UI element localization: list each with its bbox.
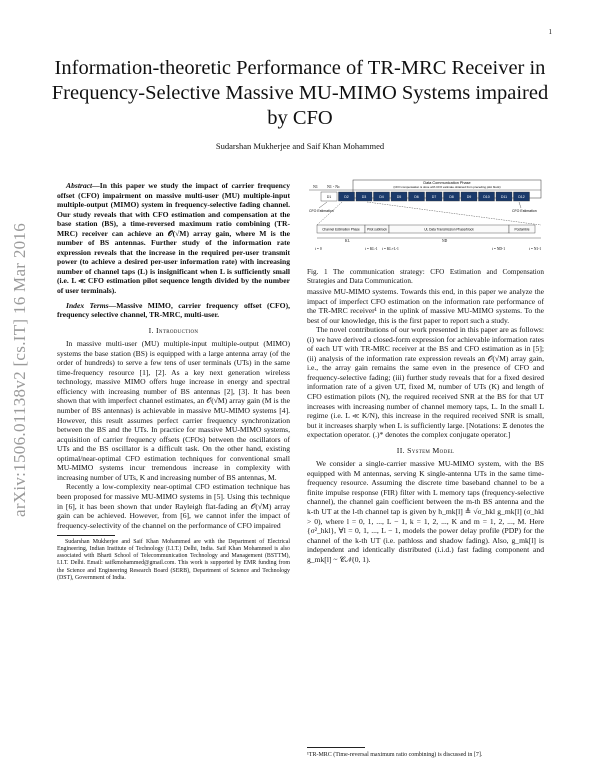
index-terms-text: —Massive MIMO, carrier frequency offset (CFO), frequency selective channel, TR-MRC, multi-user.: [57, 300, 291, 320]
slot-label: D9: [466, 195, 472, 199]
author-footnote: Sudarshan Mukherjee and Saif Khan Mohammed are with the Department of Electrical Engineering, Indian Institute of Technology (I.I.T.) Delhi, India. Saif Khan Mohammed is also associated with Bharti School of Telecommunication Technology and Management (BSTTM), I.I.T. Delhi. Email: saifkmohammed@gmail.com. This work is supported by EMR funding from the Science and Engineering Research Board (SERB), Department of Science and Technology (DST), Government of India.: [57, 539, 290, 581]
bottom-block-label: Channel Estimation Phase: [322, 227, 360, 232]
index-terms-label: Index Terms: [66, 300, 109, 310]
right-footnote-rule: [307, 747, 365, 748]
slot-label: D11: [500, 195, 508, 199]
bottom-marks-row: [315, 238, 541, 251]
slot-label: D6: [414, 195, 419, 199]
slot-label: D3: [361, 195, 367, 199]
zoom-line-right: [367, 202, 541, 225]
n1-label: N1: [313, 184, 318, 189]
cfo-estimation-left-label: CFO Estimation: [309, 209, 334, 213]
arxiv-stamp-text: arXiv:1506.01138v2 [cs.IT] 16 Mar 2016: [10, 222, 29, 518]
data-phase-sublabel: (CFO compensation is done with CFO estimate obtained from preceding pilot block): [393, 185, 501, 189]
page-number: 1: [548, 28, 552, 36]
time-mark: t = KL-1: [365, 247, 378, 251]
left-column: [57, 181, 290, 582]
communication-strategy-figure: [307, 176, 544, 276]
time-mark: t = 0: [315, 247, 322, 251]
intro-paragraph-2: Recently a low-complexity near-optimal CFO estimation technique has been proposed for massive MU-MIMO systems in [5]. Using this technique in [6], it has been shown that under Rayleigh flat-fading an 𝒪(√M) array gain can be achieved. However, from [6], we cannot infer the impact of frequency-selectivity of the channel on the performance of CFO impaired: [57, 482, 290, 530]
intro-paragraph-1: In massive multi-user (MU) multiple-input multiple-output (MIMO) systems the base station (BS) is equipped with a large antenna array (of the order of hundreds) to serve a few tens of user terminals (UTs) in the same time-frequency resource [1], [2]. As a key next generation wireless technology, massive MIMO offers huge increase in energy and spectral efficiency with increasing number of BS antennas [2], [3]. It has been shown that with imperfect channel estimates, an 𝒪(√M) array gain (M is the number of BS antennas) is achievable in massive MU-MIMO systems [4]. However, this result assumes perfect carrier frequency synchronization between the BS and the UTs. In practice for massive MU-MIMO systems, acquisition of carrier frequency offsets (CFOs) between the oscillators of UTs and the BS oscillator is a difficult task. On the other hand, existing optimal/near-optimal CFO estimation techniques for conventional small MU-MIMO systems incur tremendous increase in complexity with increasing number of UTs, K and increasing number of BS antennas, M.: [57, 339, 290, 482]
zoom-line-left: [317, 202, 342, 225]
cfo-left-pointer: [319, 202, 327, 208]
cfo-estimation-right-label: CFO Estimation: [512, 209, 537, 213]
data-phase-label: Data Communication Phase: [423, 181, 471, 185]
right-footnote: ¹TR-MRC (Time-reversal maximum ratio combining) is discussed in [7].: [307, 752, 483, 758]
abstract: [57, 181, 290, 296]
time-mark: ND: [442, 239, 448, 243]
right-paragraph-0: massive MU-MIMO systems. Towards this end, in this paper we analyze the impact of imperfect CFO estimation on the information rate performance of the TR-MRC receiver¹ in the uplink of massive MU-MIMO systems. To the best of our knowledge, this is the first paper to report such a study.: [307, 287, 544, 325]
n1-nc-label: N1 - Nc: [327, 184, 340, 189]
footnote-rule: [57, 535, 115, 536]
slot-label: D1: [326, 195, 332, 199]
time-mark: t = N1-1: [529, 247, 542, 251]
section-introduction-heading: I. Introduction: [148, 325, 199, 335]
time-mark: t = KL+L-1: [382, 247, 399, 251]
slot-label: D12: [518, 195, 525, 199]
abstract-label: Abstract: [66, 181, 93, 190]
cfo-right-pointer: [519, 202, 521, 208]
right-paragraph-1: The novel contributions of our work presented in this paper are as follows: (i) we have derived a closed-form expression for achievable information rates of each UT with TR-MRC receiver at the BS and CFO estimation as in [5]; (ii) analysis of the information rate expression reveals an 𝒪(√M) array gain, i.e., the array gain remains the same even in the presence of CFO and frequency-selective fading; (iii) further study reveals that for a fixed desired information rate of a given UT, fixed M, number of UTs (K) and length of CFO estimation pilots (N), the required received SNR at the BS for that UT increases with increasing number of channel memory taps, L. In the small L regime (i.e. L ≪ K/N), this increase in the required received SNR is small, but it increases sharply when L is sufficiently large. [Notations: 𝔼 denotes the expectation operator. (.)* denotes the complex conjugate operator.]: [307, 325, 544, 440]
slot-label: D4: [379, 195, 384, 199]
slot-label: D5: [396, 195, 402, 199]
index-terms: [57, 301, 290, 320]
paper-authors: Sudarshan Mukherjee and Saif Khan Mohammed: [215, 141, 385, 151]
slot-label: D8: [449, 195, 454, 199]
slot-label: D2: [344, 195, 349, 199]
section-system-model-heading: II. System Model: [396, 445, 455, 455]
slot-row: [321, 192, 530, 201]
slot-label: D10: [483, 195, 490, 199]
paper-title: Information-theoretic Performance of TR-MRC Receiver in Frequency-Selective Massive MU-MIMO Systems impaired by CFO: [51, 57, 549, 129]
right-paragraph-2: We consider a single-carrier massive MU-MIMO system, with the BS equipped with M antennas, serving K single-antenna UTs in the same time-frequency resource. Assuming the discrete time baseband channel to be a finite impulse response (FIR) filter with L memory taps (frequency-selective channel), the channel gain coefficient between the m-th BS antenna and the k-th UT at the l-th channel tap is given by h_mk[l] ≜ √σ_hkl g_mk[l] (σ_hkl > 0), where l = 0, 1, ..., L − 1, k = 1, 2, ..., K and m = 1, 2, ..., M. Here {σ²_hkl}, ∀l = 0, 1, ..., L − 1, models the power delay profile (PDP) for the channel of the k-th UT (i.e. pathloss and shadow fading). Also, g_mk[l] is independent and identically distributed (i.i.d.) fast fading component and g_mk[l] ~ 𝒞𝒩(0, 1).: [307, 459, 544, 564]
bottom-block-label: Pilot subblock: [367, 227, 387, 232]
arxiv-stamp[interactable]: [3, 190, 37, 550]
bottom-block-row: [317, 225, 535, 233]
time-mark: KL: [345, 239, 350, 243]
time-mark: t = ND-1: [492, 247, 506, 251]
abstract-text: —In this paper we study the impact of carrier frequency offset (CFO) impairment on massive multi-user (MU) multiple-input multiple-output (MIMO) system in frequency-selective fading channel. Our study reveals that with CFO estimation and compensation at the base station (BS), a time-reversed maximum ratio combining (TR-MRC) receiver can achieve an 𝒪(√M) array gain, where M is the number of BS antennas. Further study of the information rate expression reveals that the increase in the required per-user transmit power (to achieve a desired per-user information rate) with increasing number of channel taps (L) is insignificant when L is sufficiently small (i.e. L ≪ CFO estimation pilot sequence length divided by the number of user terminals).: [57, 181, 290, 296]
slot-label: D7: [431, 195, 437, 199]
figure-caption: Fig. 1 The communication strategy: CFO Estimation and Compensation Strategies and Data Communication.: [307, 268, 544, 285]
right-column: [307, 287, 544, 564]
bottom-block-label: Postamble: [514, 227, 530, 232]
bottom-block-label: UL Data Transmission Phase/block: [424, 227, 474, 232]
